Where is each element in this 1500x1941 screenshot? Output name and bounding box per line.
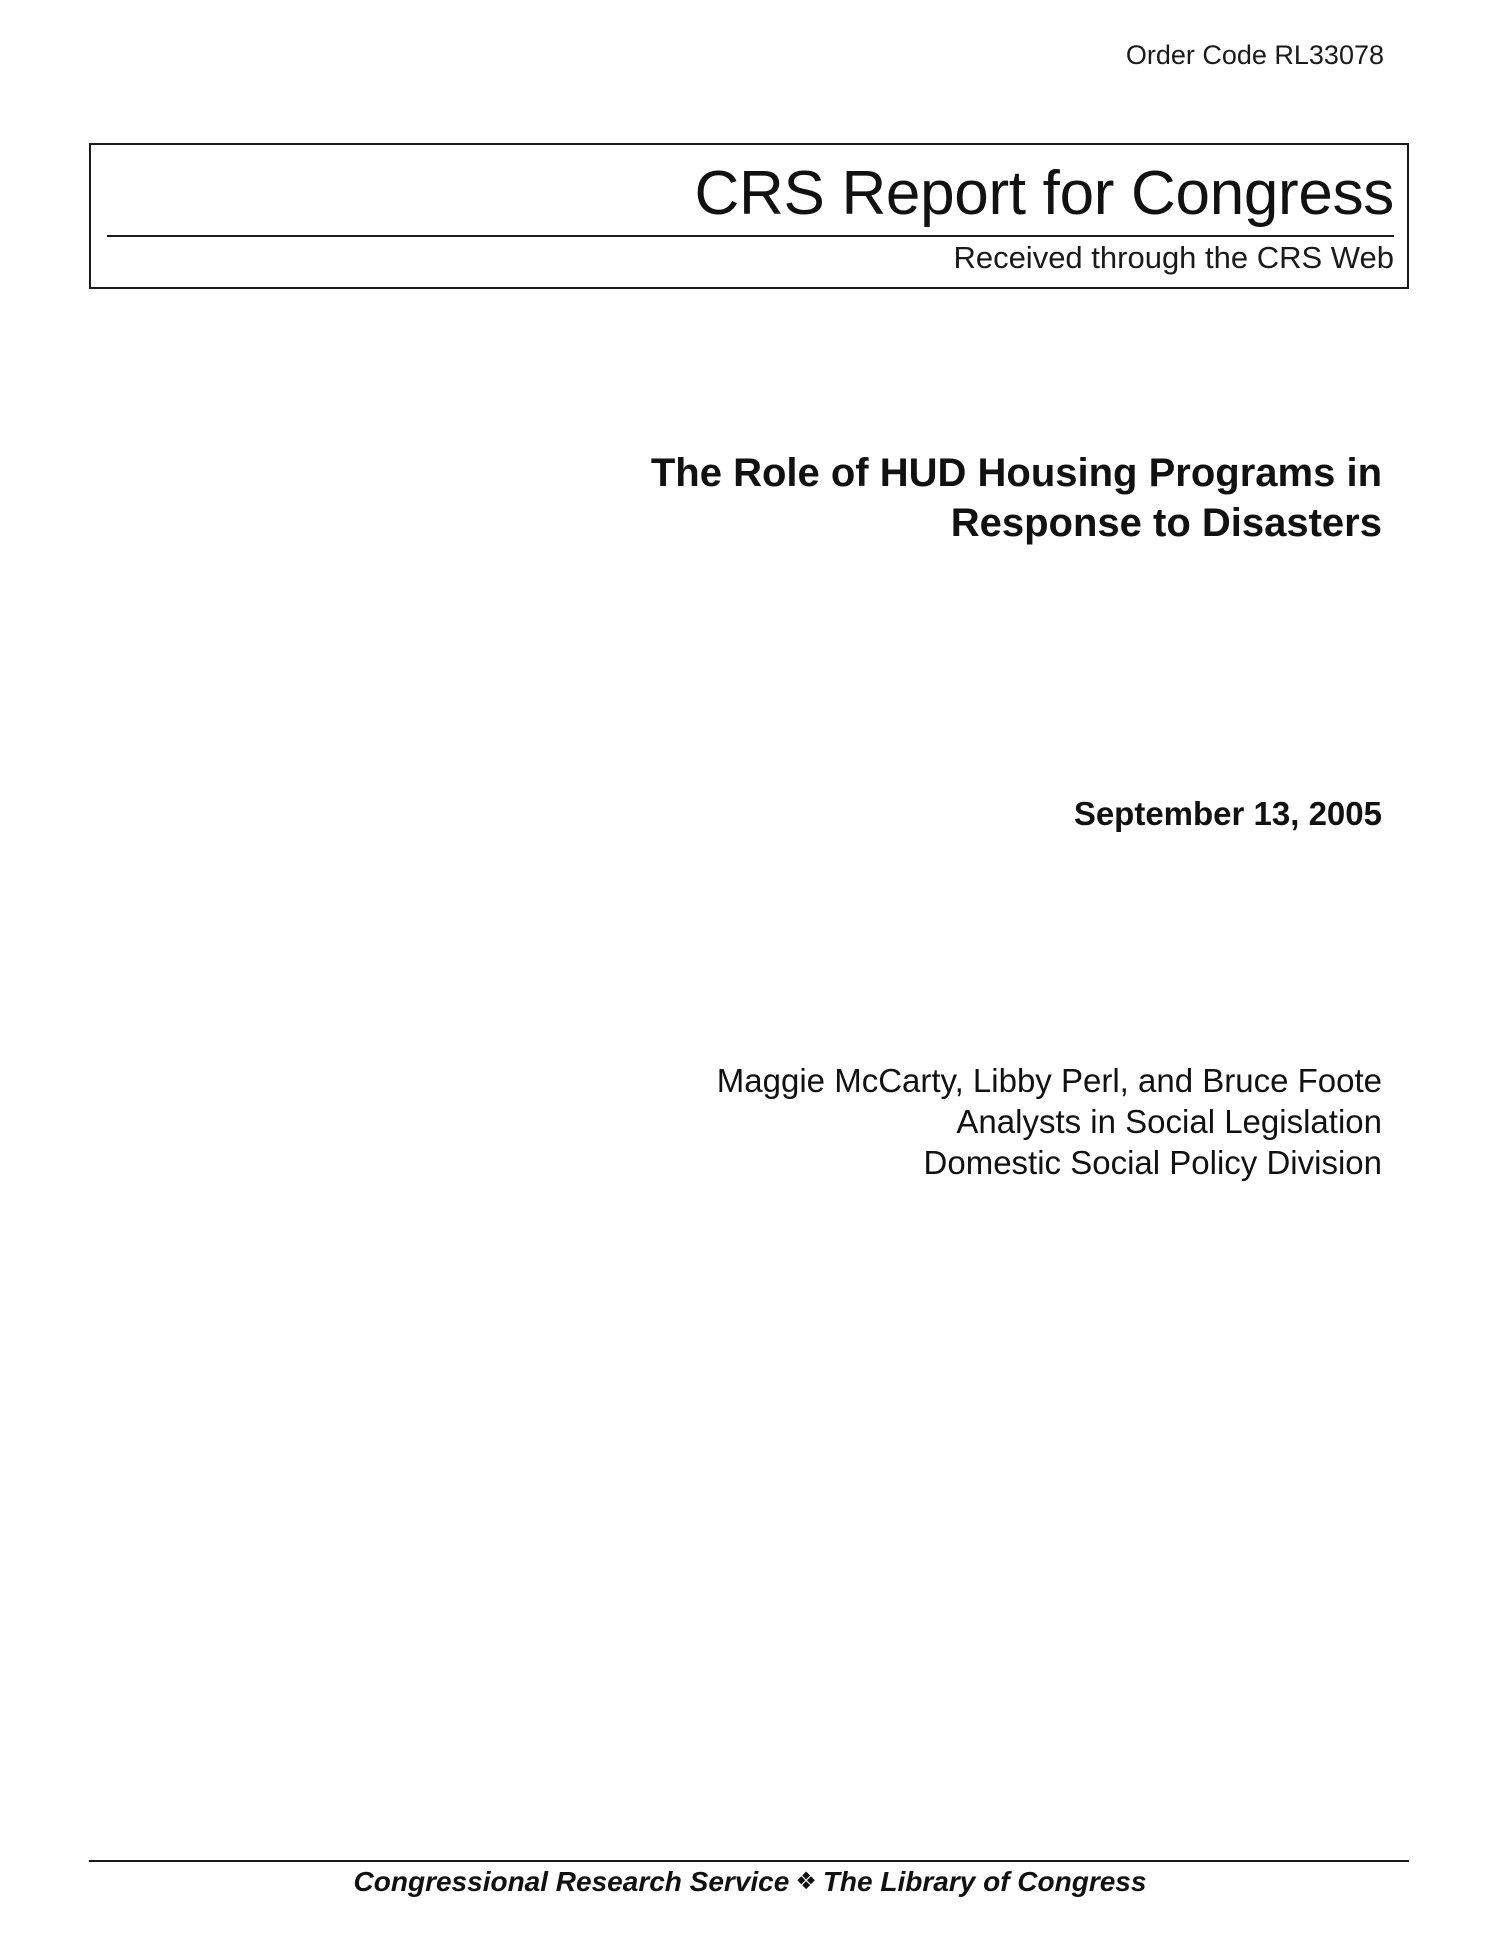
received-note: Received through the CRS Web <box>953 240 1394 275</box>
author-role: Analysts in Social Legislation <box>956 1103 1382 1140</box>
author-division: Domestic Social Policy Division <box>923 1144 1382 1181</box>
footer-divider <box>89 1860 1409 1862</box>
diamond-icon: ❖ <box>795 1868 817 1895</box>
header-divider <box>107 235 1394 237</box>
author-names: Maggie McCarty, Libby Perl, and Bruce Foote <box>716 1062 1382 1099</box>
report-title-line-1: The Role of HUD Housing Programs in <box>650 451 1382 495</box>
footer-right: The Library of Congress <box>822 1866 1147 1897</box>
report-title-line-2: Response to Disasters <box>950 501 1382 545</box>
series-title: CRS Report for Congress <box>694 159 1394 228</box>
report-title <box>651 448 1382 548</box>
author-block <box>717 1060 1382 1183</box>
order-code: Order Code RL33078 <box>1125 40 1384 70</box>
footer-left: Congressional Research Service <box>353 1866 790 1897</box>
footer <box>0 1868 1500 1896</box>
report-date: September 13, 2005 <box>1073 795 1382 832</box>
report-series-header <box>89 143 1409 289</box>
